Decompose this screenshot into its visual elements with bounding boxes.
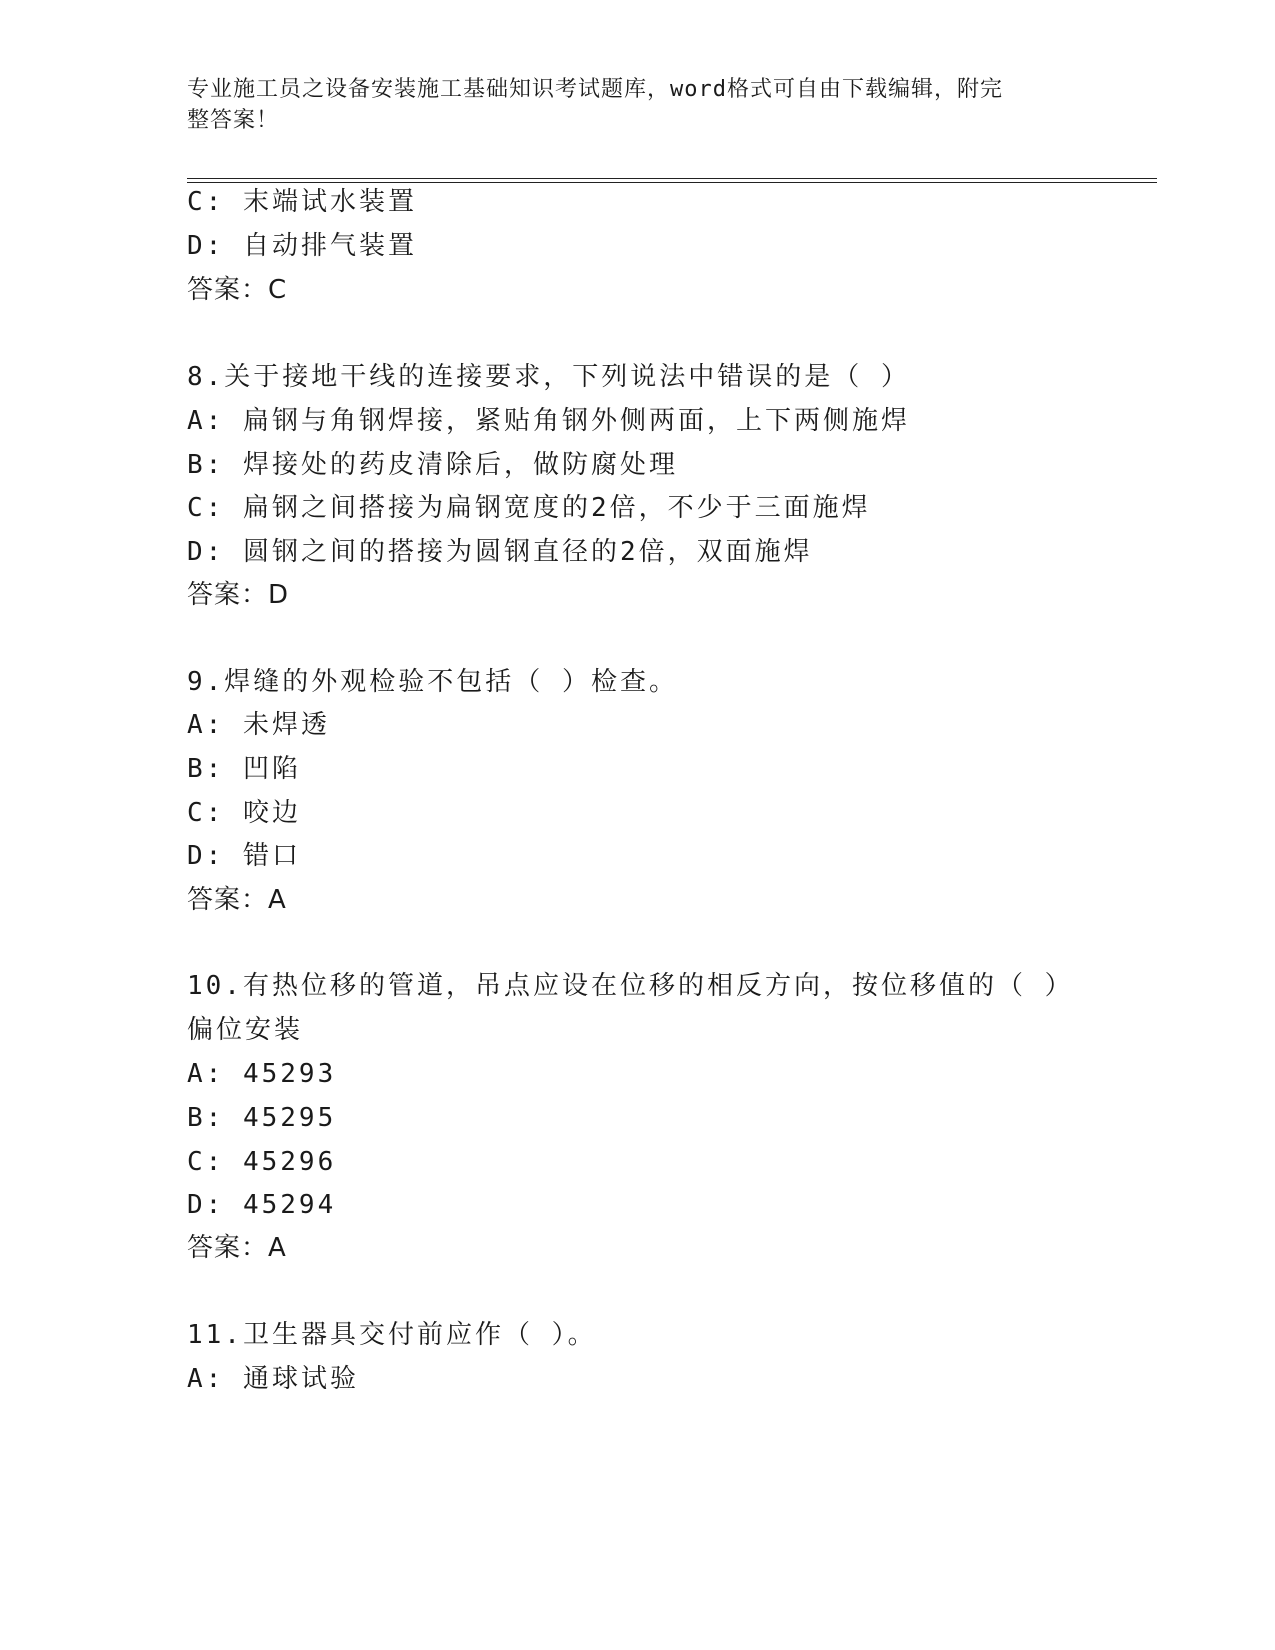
question-9: 9.焊缝的外观检验不包括（ ）检查。 — [187, 667, 678, 697]
option-b-q8: B: 焊接处的药皮清除后，做防腐处理 — [187, 450, 678, 480]
option-a-q9: A: 未焊透 — [187, 710, 330, 740]
option-d-q9: D: 错口 — [187, 841, 301, 871]
option-a-q8: A: 扁钢与角钢焊接，紧贴角钢外侧两面，上下两侧施焊 — [187, 406, 910, 436]
header-line-1: 专业施工员之设备安装施工基础知识考试题库，word格式可自由下载编辑，附完 — [187, 77, 1003, 102]
option-d-q10: D: 45294 — [187, 1190, 337, 1220]
option-a-q11: A: 通球试验 — [187, 1364, 359, 1394]
option-d-q7: D: 自动排气装置 — [187, 231, 417, 261]
question-8: 8.关于接地干线的连接要求，下列说法中错误的是（ ） — [187, 362, 910, 392]
option-b-q9: B: 凹陷 — [187, 754, 301, 784]
option-d-q8: D: 圆钢之间的搭接为圆钢直径的2倍，双面施焊 — [187, 537, 813, 567]
option-c-q10: C: 45296 — [187, 1147, 337, 1177]
question-10-cont: 偏位安装 — [187, 1015, 304, 1045]
answer-q10: 答案：A — [187, 1233, 287, 1263]
header-line-2: 整答案！ — [187, 108, 280, 133]
answer-q7: 答案：C — [187, 275, 288, 305]
answer-q8: 答案：D — [187, 580, 290, 610]
option-c-q9: C: 咬边 — [187, 798, 301, 828]
question-10: 10.有热位移的管道，吊点应设在位移的相反方向，按位移值的（ ） — [187, 971, 1074, 1001]
document-header — [187, 74, 1067, 136]
option-a-q10: A: 45293 — [187, 1059, 337, 1089]
option-b-q10: B: 45295 — [187, 1103, 337, 1133]
question-11: 11.卫生器具交付前应作（ ）。 — [187, 1320, 597, 1350]
option-c-q7: C: 末端试水装置 — [187, 187, 417, 217]
answer-q9: 答案：A — [187, 885, 287, 915]
header-divider — [187, 178, 1157, 183]
option-c-q8: C: 扁钢之间搭接为扁钢宽度的2倍，不少于三面施焊 — [187, 493, 871, 523]
